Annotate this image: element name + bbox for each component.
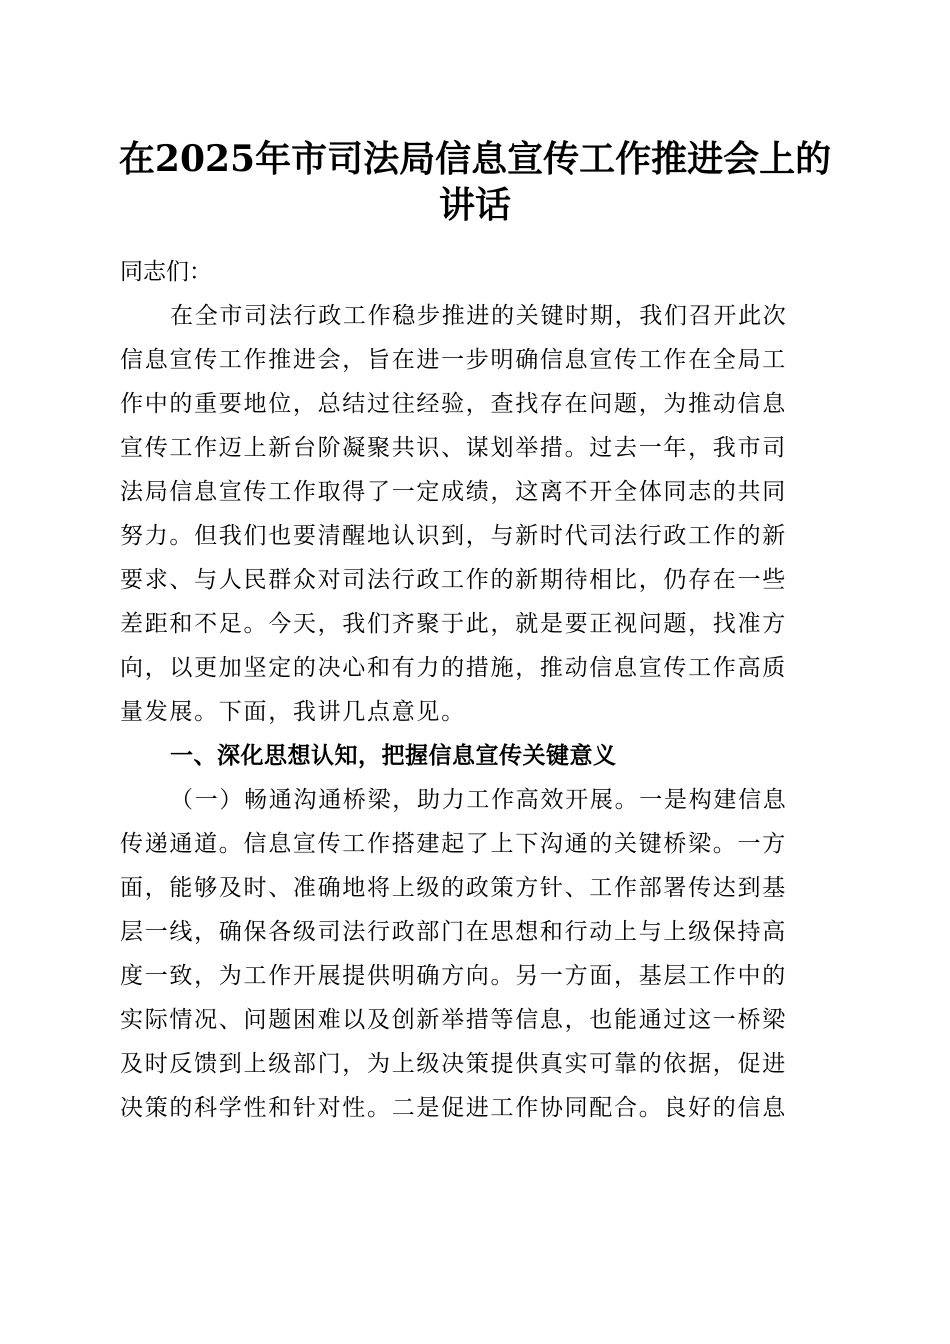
paragraph-line: 信息宣传工作推进会，旨在进一步明确信息宣传工作在全局工 (120, 347, 787, 373)
paragraph-line: 及时反馈到上级部门，为上级决策提供真实可靠的依据，促进 (120, 1051, 787, 1077)
paragraph-line: 度一致，为工作开展提供明确方向。另一方面，基层工作中的 (120, 963, 787, 989)
paragraph-line: 量发展。下面，我讲几点意见。 (120, 699, 466, 725)
paragraph-line: （一）畅通沟通桥梁，助力工作高效开展。一是构建信息 (170, 787, 788, 813)
paragraph-line: 努力。但我们也要清醒地认识到，与新时代司法行政工作的新 (120, 523, 787, 549)
paragraph-line: 向，以更加坚定的决心和有力的措施，推动信息宣传工作高质 (120, 655, 787, 681)
paragraph-line: 在全市司法行政工作稳步推进的关键时期，我们召开此次 (170, 303, 788, 329)
section-heading: 一、深化思想认知，把握信息宣传关键意义 (170, 743, 617, 769)
paragraph-line: 法局信息宣传工作取得了一定成绩，这离不开全体同志的共同 (120, 479, 787, 505)
paragraph-line: 实际情况、问题困难以及创新举措等信息，也能通过这一桥梁 (120, 1007, 787, 1033)
paragraph-line: 宣传工作迈上新台阶凝聚共识、谋划举措。过去一年，我市司 (120, 435, 787, 461)
document-body (120, 250, 825, 1130)
paragraph-line: 要求、与人民群众对司法行政工作的新期待相比，仍存在一些 (120, 567, 787, 593)
paragraph-line: 差距和不足。今天，我们齐聚于此，就是要正视问题，找准方 (120, 611, 787, 637)
document-title (110, 136, 840, 228)
salutation: 同志们： (120, 259, 212, 285)
paragraph-line: 层一线，确保各级司法行政部门在思想和行动上与上级保持高 (120, 919, 787, 945)
paragraph-line: 作中的重要地位，总结过往经验，查找存在问题，为推动信息 (120, 391, 787, 417)
paragraph-line: 传递通道。信息宣传工作搭建起了上下沟通的关键桥梁。一方 (120, 831, 787, 857)
title-line-2: 讲话 (438, 184, 511, 226)
title-line-1: 在2025年市司法局信息宣传工作推进会上的 (118, 138, 832, 180)
paragraph-line: 决策的科学性和针对性。二是促进工作协同配合。良好的信息 (120, 1095, 787, 1121)
paragraph-line: 面，能够及时、准确地将上级的政策方针、工作部署传达到基 (120, 875, 787, 901)
